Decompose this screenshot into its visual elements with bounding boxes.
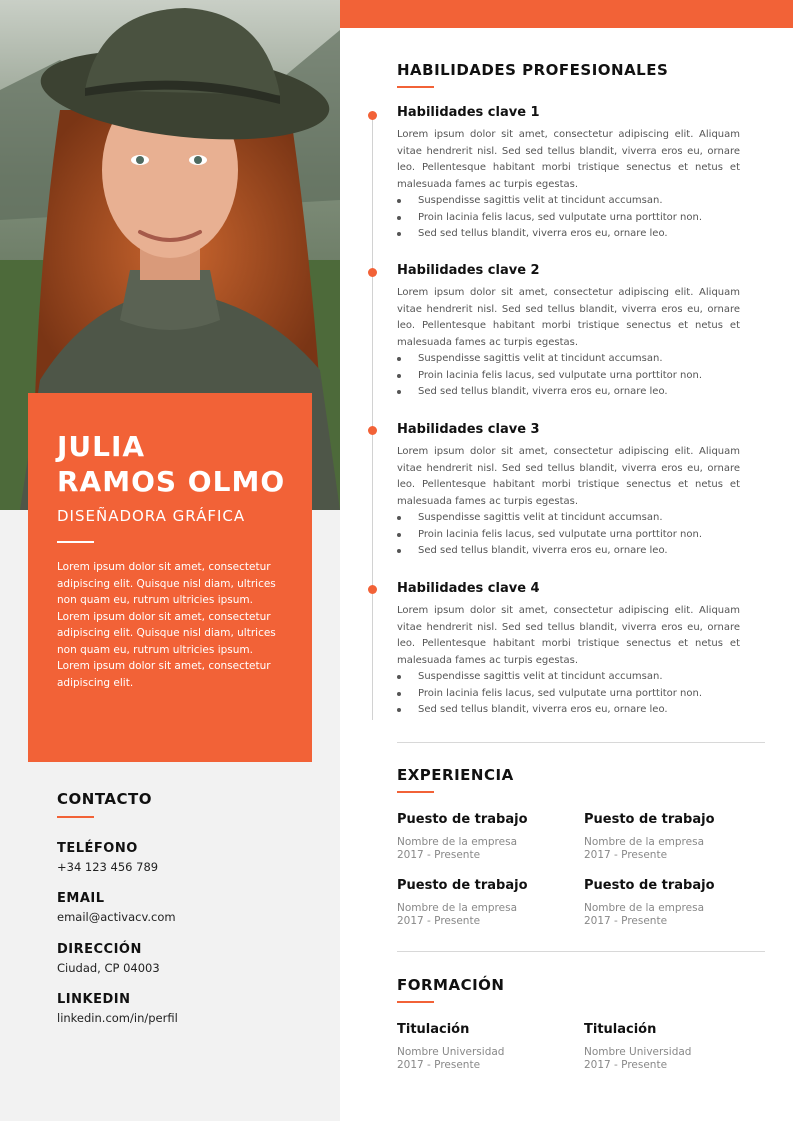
contact-label: LINKEDIN: [57, 992, 131, 1007]
skill-bullets: [397, 510, 740, 560]
bullet-text: Sed sed tellus blandit, viverra eros eu, ornare leo.: [418, 228, 668, 239]
first-name: JULIA: [57, 430, 146, 463]
skill-title: Habilidades clave 2: [397, 263, 540, 278]
bio-text: Lorem ipsum dolor sit amet, consectetur adipiscing elit. Quisque nisl diam, ultrices non quam eu, rutrum ultricies ipsum. Lorem ipsum dolor sit amet, consectetur adipiscing elit. Quisque nisl diam, ultrices non quam eu, rutrum ultricies ipsum. Lorem ipsum dolor sit amet, consectetur adipiscing elit.: [57, 561, 276, 689]
company-name: Nombre de la empresa: [584, 836, 705, 848]
list-item: [397, 669, 740, 686]
company-name: Nombre de la empresa: [397, 902, 518, 914]
skill-title: Habilidades clave 3: [397, 422, 540, 437]
bullet-text: Suspendisse sagittis velit at tincidunt accumsan.: [418, 195, 663, 206]
contact-title: CONTACTO: [57, 790, 152, 808]
list-item: [397, 210, 740, 227]
timeline-dot: [368, 111, 377, 120]
contact-value: email@activacv.com: [57, 910, 176, 924]
skills-divider: [397, 86, 434, 88]
contact-address: [57, 942, 160, 975]
degree-title: Titulación: [584, 1022, 657, 1037]
bullet-icon: [397, 708, 401, 712]
contact-email: [57, 891, 176, 924]
skill-bullets: [397, 669, 740, 719]
job-role: DISEÑADORA GRÁFICA: [57, 507, 246, 525]
contact-label: TELÉFONO: [57, 841, 138, 856]
bullet-text: Proin lacinia felis lacus, sed vulputate urna porttitor non.: [418, 687, 703, 699]
skill-text: Lorem ipsum dolor sit amet, consectetur adipiscing elit. Aliquam vitae hendrerit nisl. Sed sed tellus blandit, viverra eros eu, ornare leo. Pellentesque habitant morbi tristique senectus et netus et malesuada fames ac turpis egestas.: [397, 287, 740, 348]
top-accent-bar: [340, 0, 793, 28]
bullet-text: Proin lacinia felis lacus, sed vulputate urna porttitor non.: [418, 369, 703, 381]
skill-title: Habilidades clave 4: [397, 581, 540, 596]
contact-value: Ciudad, CP 04003: [57, 961, 160, 975]
list-item: [397, 351, 740, 368]
contact-label: EMAIL: [57, 891, 105, 906]
job-title: Puesto de trabajo: [397, 812, 528, 827]
bullet-icon: [397, 199, 401, 203]
timeline-dot: [368, 585, 377, 594]
job-title: Puesto de trabajo: [584, 812, 715, 827]
skill-text: Lorem ipsum dolor sit amet, consectetur adipiscing elit. Aliquam vitae hendrerit nisl. Sed sed tellus blandit, viverra eros eu, ornare leo. Pellentesque habitant morbi tristique senectus et netus et malesuada fames ac turpis egestas.: [397, 446, 740, 507]
experience-entry: [397, 812, 577, 862]
list-item: [397, 527, 740, 544]
list-item: [397, 543, 740, 560]
education-entry: [397, 1022, 577, 1072]
list-item: [397, 368, 740, 385]
bullet-text: Proin lacinia felis lacus, sed vulputate urna porttitor non.: [418, 528, 703, 540]
bullet-icon: [397, 549, 401, 553]
list-item: [397, 702, 740, 719]
timeline-dot: [368, 426, 377, 435]
date-range: 2017 - Presente: [397, 1059, 481, 1071]
degree-title: Titulación: [397, 1022, 470, 1037]
contact-section: [57, 790, 317, 1025]
bullet-icon: [397, 692, 401, 696]
education-entry: [584, 1022, 764, 1072]
company-name: Nombre de la empresa: [397, 836, 518, 848]
skill-bullets: [397, 351, 740, 401]
skill-block: [397, 581, 740, 719]
bullet-icon: [397, 357, 401, 361]
skills-timeline: [372, 116, 373, 720]
date-range: 2017 - Presente: [397, 849, 481, 861]
education-divider: [397, 1001, 434, 1003]
experience-title: EXPERIENCIA: [397, 766, 514, 784]
experience-entry: [584, 812, 764, 862]
timeline-dot: [368, 268, 377, 277]
bullet-text: Proin lacinia felis lacus, sed vulputate urna porttitor non.: [418, 211, 703, 223]
contact-divider: [57, 816, 94, 818]
bullet-text: Suspendisse sagittis velit at tincidunt accumsan.: [418, 671, 663, 682]
bullet-text: Sed sed tellus blandit, viverra eros eu, ornare leo.: [418, 545, 668, 556]
name-card: [28, 393, 312, 762]
bullet-icon: [397, 390, 401, 394]
bullet-icon: [397, 216, 401, 220]
list-item: [397, 510, 740, 527]
bullet-icon: [397, 232, 401, 236]
date-range: 2017 - Presente: [584, 915, 668, 927]
contact-label: DIRECCIÓN: [57, 942, 142, 957]
date-range: 2017 - Presente: [584, 849, 668, 861]
skill-block: [397, 105, 740, 243]
job-title: Puesto de trabajo: [584, 878, 715, 893]
section-divider: [397, 742, 765, 743]
bullet-icon: [397, 533, 401, 537]
list-item: [397, 686, 740, 703]
skill-text: Lorem ipsum dolor sit amet, consectetur adipiscing elit. Aliquam vitae hendrerit nisl. Sed sed tellus blandit, viverra eros eu, ornare leo. Pellentesque habitant morbi tristique senectus et netus et malesuada fames ac turpis egestas.: [397, 129, 740, 190]
date-range: 2017 - Presente: [584, 1059, 668, 1071]
skill-title: Habilidades clave 1: [397, 105, 540, 120]
school-name: Nombre Universidad: [397, 1046, 505, 1058]
bullet-text: Suspendisse sagittis velit at tincidunt accumsan.: [418, 353, 663, 364]
date-range: 2017 - Presente: [397, 915, 481, 927]
section-divider: [397, 951, 765, 952]
experience-divider: [397, 791, 434, 793]
skill-block: [397, 263, 740, 401]
skills-title: HABILIDADES PROFESIONALES: [397, 61, 669, 79]
contact-value: linkedin.com/in/perfil: [57, 1011, 178, 1025]
list-item: [397, 384, 740, 401]
experience-entry: [584, 878, 764, 928]
school-name: Nombre Universidad: [584, 1046, 692, 1058]
company-name: Nombre de la empresa: [584, 902, 705, 914]
bullet-text: Sed sed tellus blandit, viverra eros eu, ornare leo.: [418, 386, 668, 397]
skill-bullets: [397, 193, 740, 243]
bullet-icon: [397, 374, 401, 378]
skill-block: [397, 422, 740, 560]
skill-text: Lorem ipsum dolor sit amet, consectetur adipiscing elit. Aliquam vitae hendrerit nisl. Sed sed tellus blandit, viverra eros eu, ornare leo. Pellentesque habitant morbi tristique senectus et netus et malesuada fames ac turpis egestas.: [397, 605, 740, 666]
bullet-text: Sed sed tellus blandit, viverra eros eu, ornare leo.: [418, 704, 668, 715]
role-divider: [57, 541, 94, 543]
education-title: FORMACIÓN: [397, 976, 505, 994]
list-item: [397, 226, 740, 243]
experience-entry: [397, 878, 577, 928]
bullet-text: Suspendisse sagittis velit at tincidunt accumsan.: [418, 512, 663, 523]
contact-linkedin: [57, 992, 178, 1025]
last-name: RAMOS OLMO: [57, 465, 286, 498]
contact-value: +34 123 456 789: [57, 860, 159, 874]
list-item: [397, 193, 740, 210]
contact-phone: [57, 841, 158, 874]
bullet-icon: [397, 516, 401, 520]
job-title: Puesto de trabajo: [397, 878, 528, 893]
full-name: [57, 429, 285, 499]
bullet-icon: [397, 675, 401, 679]
